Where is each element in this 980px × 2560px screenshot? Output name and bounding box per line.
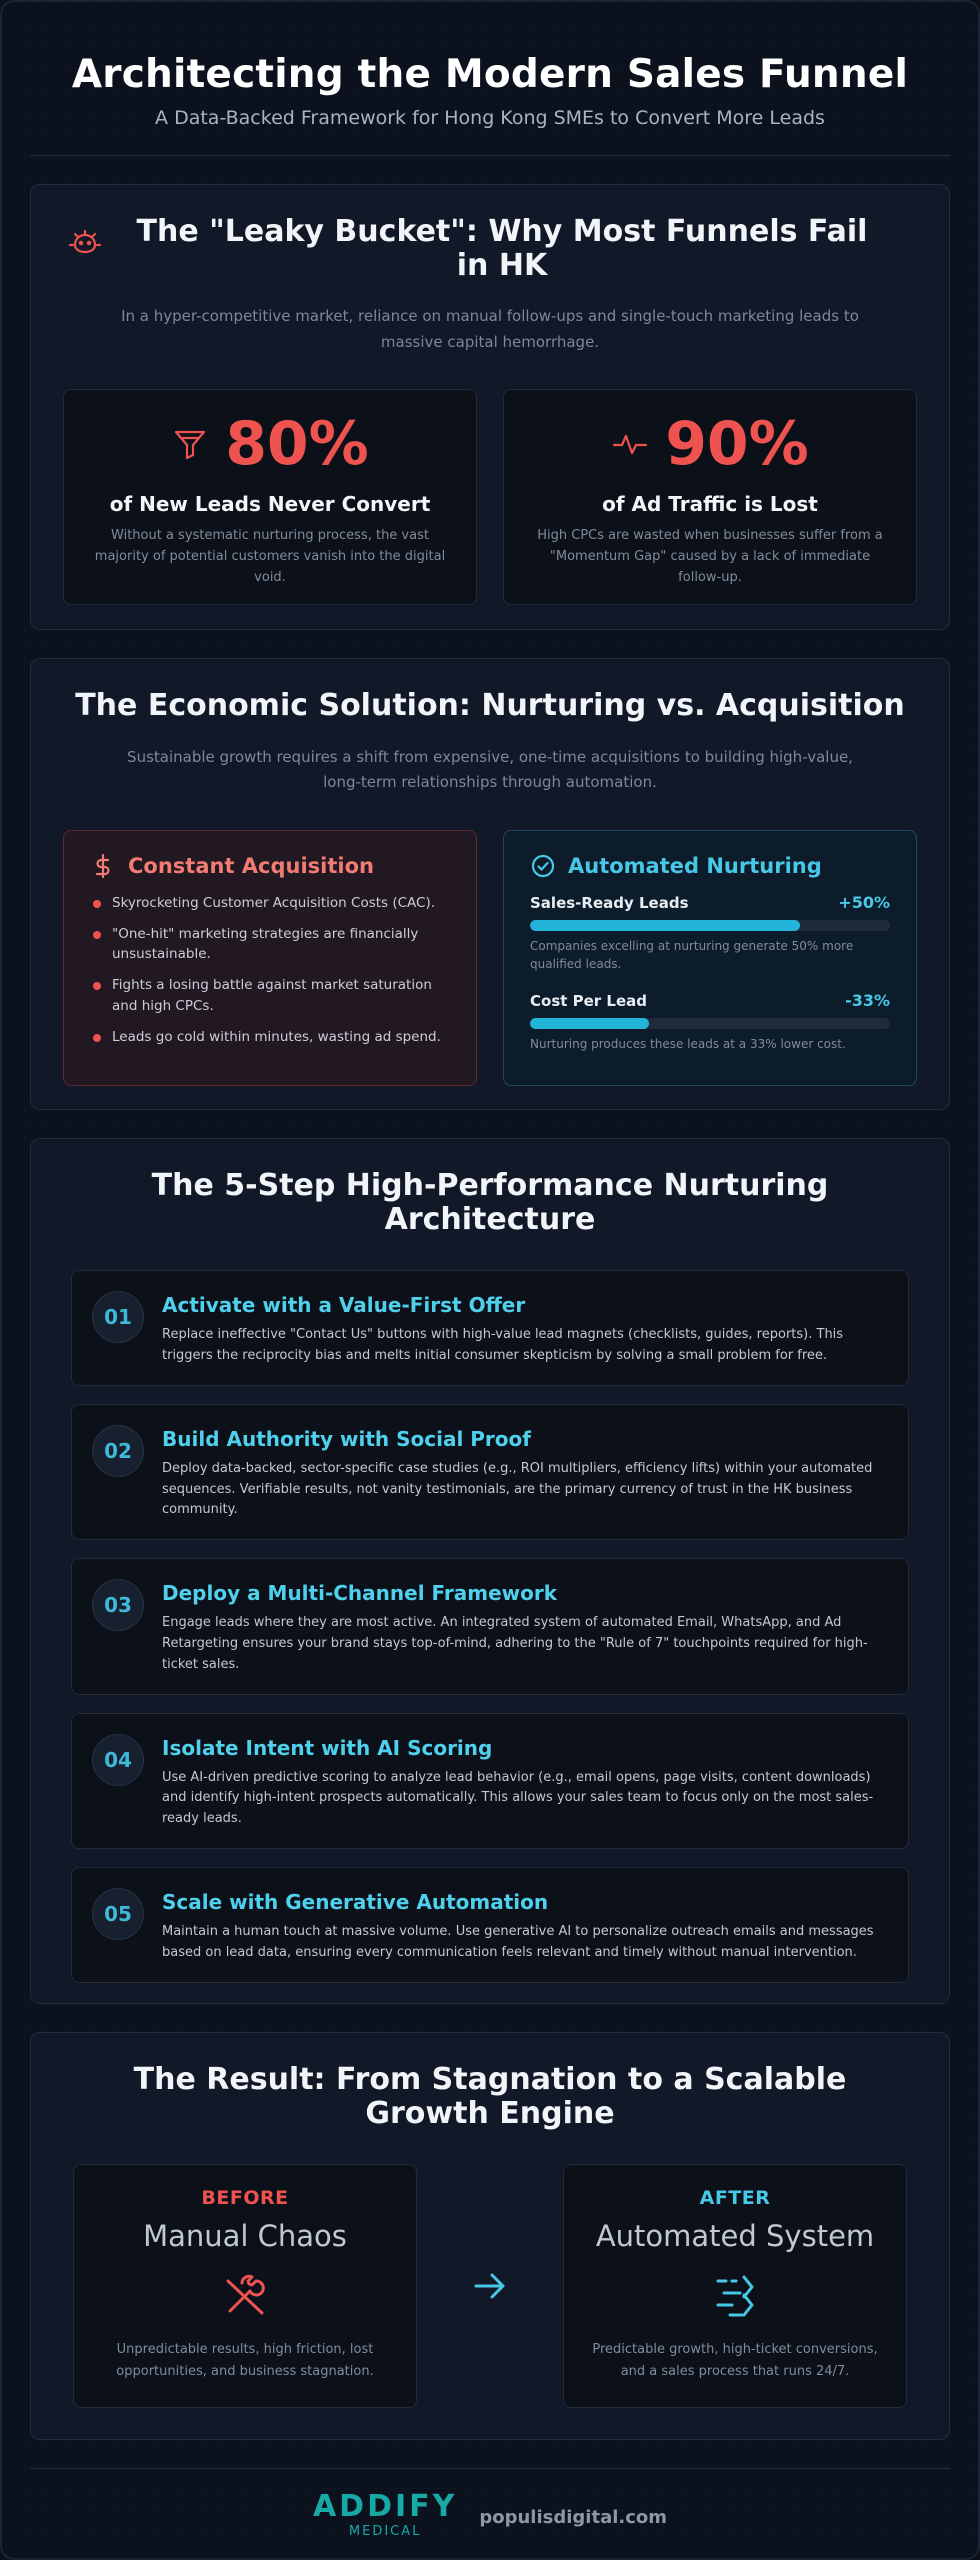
problem-section [30,184,950,630]
stat-value: 90% [665,409,809,480]
progress-bar [530,1018,890,1029]
solution-title: The Economic Solution: Nurturing vs. Acquisition [75,688,905,723]
list-item: Fights a losing battle against market saturation and high CPCs. [90,975,450,1017]
problem-header [63,215,917,282]
nurturing-title: Automated Nurturing [568,853,822,878]
step-number: 05 [92,1888,144,1940]
metric-cost-per-lead [530,991,890,1053]
acquisition-title: Constant Acquisition [128,853,374,878]
broken-wrench-icon [220,2271,270,2321]
after-name: Automated System [595,2219,875,2254]
arrow-right-icon [470,2266,510,2306]
stat-card-leads [63,389,477,605]
step-card [71,1270,909,1386]
list-item: Skyrocketing Customer Acquisition Costs (CAC). [90,893,450,914]
stat-description: Without a systematic nurturing process, the vast majority of potential customers vanish into the digital void. [94,528,446,585]
progress-bar [530,920,890,931]
progress-fill [530,920,800,931]
step-card [71,1404,909,1540]
logo-subtitle: MEDICAL [348,2524,422,2539]
step-description: Engage leads where they are most active. An integrated system of automated Email, WhatsApp, and Ad Retargeting ensures your brand stays top-of-mind, adhering to the "Rule of 7" touchpoints required for high-ticket sales. [162,1615,868,1672]
page-title: Architecting the Modern Sales Funnel [71,52,909,97]
problem-description: In a hyper-competitive market, reliance on manual follow-ups and single-touch marketing leads to massive capital hemorrhage. [121,307,859,351]
step-title: Scale with Generative Automation [162,1889,549,1914]
automation-flow-icon [710,2271,760,2321]
before-tag: BEFORE [201,2187,289,2210]
stat-value: 80% [225,409,369,480]
metric-note: Nurturing produces these leads at a 33% lower cost. [530,1036,846,1051]
before-description: Unpredictable results, high friction, lost opportunities, and business stagnation. [116,2342,374,2379]
pulse-icon [611,425,649,463]
solution-description: Sustainable growth requires a shift from expensive, one-time acquisitions to building high-value, long-term relationships through automation. [127,747,853,792]
stat-label: of Ad Traffic is Lost [602,492,818,517]
funnel-icon [171,425,209,463]
step-description: Maintain a human touch at massive volume. Use generative AI to personalize outreach emails and messages based on lead data, ensuring every communication feels relevant and timely without manual intervention. [162,1923,874,1960]
acquisition-list [90,893,450,1049]
step-description: Deploy data-backed, sector-specific case studies (e.g., ROI multipliers, efficiency lifts) within your automated sequences. Verifiable results, not vanity testimonials, are the primary currency of trust in the HK business community. [162,1460,873,1518]
page-subtitle: A Data-Backed Framework for Hong Kong SMEs to Convert More Leads [155,107,825,129]
brand-logo [312,2489,458,2539]
metric-value: +50% [838,892,890,912]
dollar-icon [90,853,116,879]
page-header [30,52,950,156]
logo-wordmark: ADDIFY [312,2489,458,2524]
result-row [73,2164,907,2408]
check-circle-icon [530,853,556,879]
before-name: Manual Chaos [143,2219,347,2254]
stat-description: High CPCs are wasted when businesses suffer from a "Momentum Gap" caused by a lack of immediate follow-up. [537,528,883,585]
result-section [30,2032,950,2440]
step-description: Replace ineffective "Contact Us" buttons with high-value lead magnets (checklists, guides, reports). This triggers the reciprocity bias and melts initial consumer skepticism by solving a small problem for free. [162,1327,844,1363]
problem-title: The "Leaky Bucket": Why Most Funnels Fail in HK [136,214,868,283]
step-card [71,1558,909,1694]
metric-value: -33% [845,990,890,1010]
steps-title: The 5-Step High-Performance Nurturing Architecture [151,1168,829,1237]
step-title: Deploy a Multi-Channel Framework [162,1581,558,1606]
stat-card-traffic [503,389,917,605]
bug-icon [65,223,105,263]
metric-sales-ready [530,893,890,973]
step-number: 03 [92,1579,144,1631]
before-card [73,2164,417,2408]
steps-section [30,1138,950,2004]
step-number: 02 [92,1425,144,1477]
step-title: Isolate Intent with AI Scoring [162,1735,493,1760]
acquisition-card [63,830,477,1086]
step-title: Activate with a Value-First Offer [162,1293,526,1318]
progress-fill [530,1018,649,1029]
nurturing-card [503,830,917,1086]
metric-note: Companies excelling at nurturing generate 50% more qualified leads. [530,938,854,971]
footer [30,2468,950,2560]
after-card [563,2164,907,2408]
step-number: 01 [92,1291,144,1343]
step-number: 04 [92,1734,144,1786]
footer-website: populisdigital.com [479,2507,668,2528]
metric-label: Cost Per Lead [530,991,648,1010]
after-description: Predictable growth, high-ticket conversions, and a sales process that runs 24/7. [592,2342,878,2379]
step-card [71,1867,909,1983]
step-title: Build Authority with Social Proof [162,1426,531,1451]
solution-section [30,658,950,1110]
metric-label: Sales-Ready Leads [530,893,689,912]
result-title: The Result: From Stagnation to a Scalable Growth Engine [133,2062,847,2131]
step-card [71,1713,909,1849]
after-tag: AFTER [699,2187,771,2210]
steps-list [71,1270,909,1982]
step-description: Use AI-driven predictive scoring to analyze lead behavior (e.g., email opens, page visits, content downloads) and identify high-intent prospects automatically. This allows your sales team to focus only on the most sales-ready leads. [162,1769,874,1827]
stat-row [63,389,917,605]
stat-label: of New Leads Never Convert [109,492,431,517]
list-item: "One-hit" marketing strategies are financially unsustainable. [90,924,450,966]
list-item: Leads go cold within minutes, wasting ad spend. [90,1027,450,1048]
comparison-row [63,830,917,1086]
